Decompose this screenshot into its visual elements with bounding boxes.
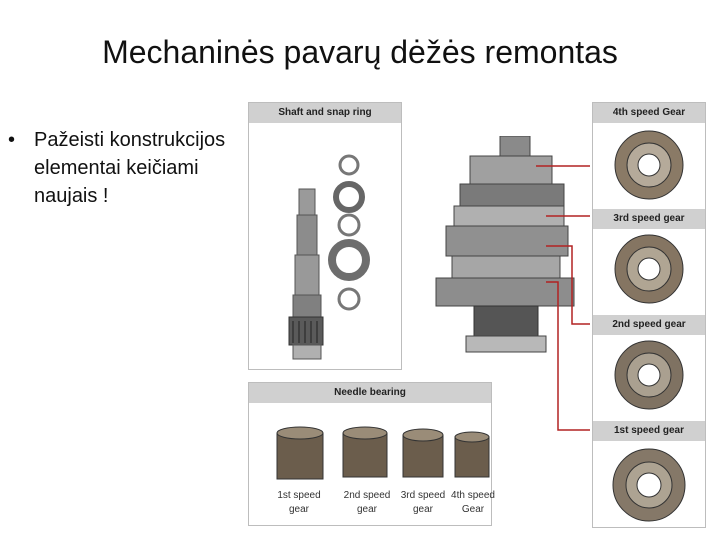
gear-1st-image xyxy=(593,443,705,527)
shaft-panel xyxy=(248,102,402,370)
shaft-drawing xyxy=(289,189,323,359)
bearing-2 xyxy=(343,427,387,477)
bearing-label-3-top: 3rd speed xyxy=(400,490,446,501)
shaft-panel-header: Shaft and snap ring xyxy=(249,103,401,123)
bearing-label-1 xyxy=(269,489,329,517)
bearing-label-3 xyxy=(393,489,453,517)
gear-cluster-image xyxy=(430,136,590,366)
bullet-text: Pažeisti konstrukcijos elementai keičiami naujais ! xyxy=(34,129,226,207)
bearing-label-1-top: 1st speed xyxy=(277,490,321,501)
gear-label-1st: 1st speed gear xyxy=(593,421,705,441)
bearing-label-2 xyxy=(337,489,397,517)
bullet-dot: • xyxy=(8,129,16,151)
bearing-label-1-bottom: gear xyxy=(288,504,309,515)
bearing-3 xyxy=(403,429,443,477)
snap-rings xyxy=(332,156,366,309)
gear-2nd-image xyxy=(593,337,705,417)
bearing-label-4 xyxy=(447,489,499,517)
bearing-label-2-top: 2nd speed xyxy=(343,490,391,501)
shaft-and-rings-image xyxy=(249,125,401,369)
bearing-label-2-bottom: gear xyxy=(356,504,377,515)
gear-4th-image xyxy=(593,125,705,205)
gearbox-figure xyxy=(246,100,708,530)
needle-bearing-panel xyxy=(248,382,495,526)
gears-panel xyxy=(592,102,706,528)
bearing-label-3-bottom: gear xyxy=(412,504,433,515)
bullet-item xyxy=(8,126,238,210)
needle-bearings-image xyxy=(249,405,491,485)
slide-title: Mechaninės pavarų dėžės remontas xyxy=(102,34,618,70)
gear-label-4th: 4th speed Gear xyxy=(593,103,705,123)
gear-label-3rd: 3rd speed gear xyxy=(593,209,705,229)
needle-bearing-header: Needle bearing xyxy=(249,383,491,403)
bearing-4 xyxy=(455,432,489,477)
bearing-label-4-bottom: Gear xyxy=(461,504,485,515)
bearing-label-4-top: 4th speed xyxy=(451,490,495,501)
bearing-1 xyxy=(277,427,323,479)
gear-3rd-image xyxy=(593,231,705,311)
gear-label-2nd: 2nd speed gear xyxy=(593,315,705,335)
